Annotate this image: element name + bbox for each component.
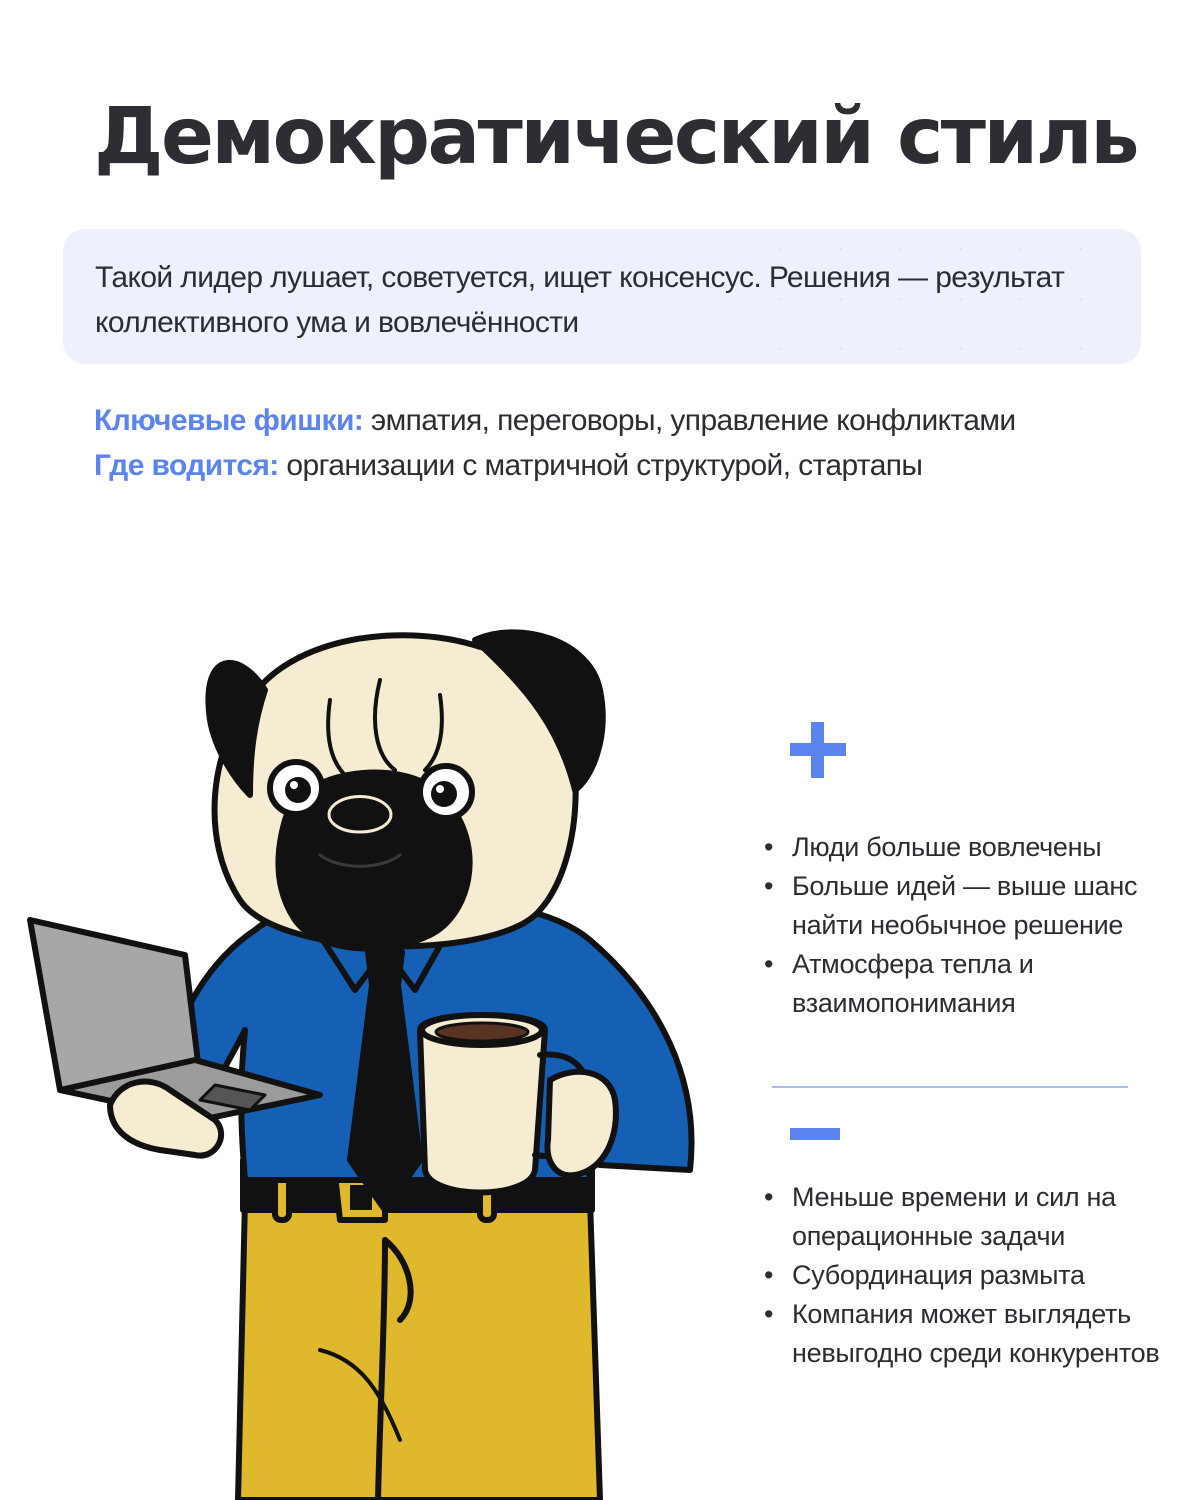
lead-panel bbox=[63, 229, 1141, 364]
list-item: • Атмосфера тепла и взаимопонимания bbox=[764, 945, 1164, 1023]
lead-text: Такой лидер лушает, советуется, ищет консенсус. Решения — результат коллективного ума и вовлечённости bbox=[95, 261, 1065, 339]
pants bbox=[238, 1200, 600, 1500]
plus-icon bbox=[790, 722, 846, 778]
fact-value: организации с матричной структурой, стартапы bbox=[278, 449, 923, 482]
list-item: • Люди больше вовлечены bbox=[764, 828, 1164, 867]
list-item: • Компания может выглядеть невыгодно среди конкурентов bbox=[764, 1295, 1164, 1373]
list-item: • Больше идей — выше шанс найти необычное решение bbox=[764, 867, 1164, 945]
divider bbox=[772, 1086, 1128, 1088]
pros-list bbox=[764, 828, 1164, 1023]
pug-illustration bbox=[0, 560, 740, 1500]
nose bbox=[329, 797, 391, 833]
coffee bbox=[436, 1023, 528, 1041]
fact-key-features bbox=[94, 398, 1094, 443]
fact-label: Где водится: bbox=[94, 449, 279, 482]
fact-label: Ключевые фишки: bbox=[94, 404, 364, 437]
list-item: • Субординация размыта bbox=[764, 1256, 1164, 1295]
fact-habitat bbox=[94, 443, 1094, 488]
minus-icon bbox=[790, 1128, 840, 1140]
list-item: • Меньше времени и сил на операционные задачи bbox=[764, 1178, 1164, 1256]
fact-value: эмпатия, переговоры, управление конфликтами bbox=[363, 404, 1016, 437]
cons-list bbox=[764, 1178, 1164, 1373]
page-title: Демократический стиль bbox=[94, 92, 1138, 182]
key-facts bbox=[94, 398, 1094, 488]
